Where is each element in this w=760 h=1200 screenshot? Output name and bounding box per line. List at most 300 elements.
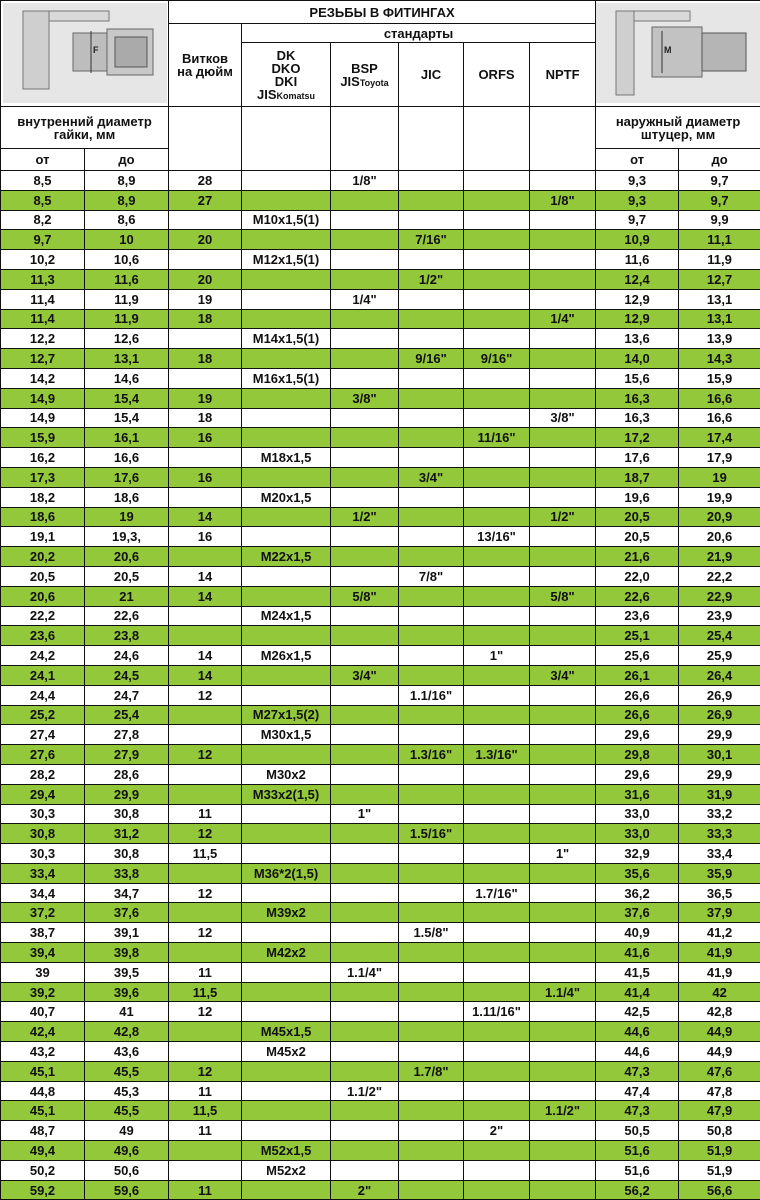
nut-to-cell: 45,5 xyxy=(85,1061,169,1081)
std-jic-cell xyxy=(399,309,464,329)
fitting-from-cell: 33,0 xyxy=(596,804,679,824)
fitting-from-cell: 31,6 xyxy=(596,784,679,804)
nut-to-cell: 12,6 xyxy=(85,329,169,349)
std-nptf-cell xyxy=(530,646,596,666)
std-dk-cell xyxy=(242,824,331,844)
table-row xyxy=(1,190,760,210)
std-jic-cell xyxy=(399,1042,464,1062)
std-dk-cell xyxy=(242,190,331,210)
std-nptf-cell xyxy=(530,606,596,626)
std-dk-header-lower xyxy=(242,107,331,171)
fitting-from-cell: 12,9 xyxy=(596,289,679,309)
nut-to-cell: 8,9 xyxy=(85,171,169,191)
tpi-cell xyxy=(169,487,242,507)
table-row xyxy=(1,349,760,369)
fitting-to-cell: 41,9 xyxy=(679,962,760,982)
tpi-cell: 11 xyxy=(169,962,242,982)
std-bsp-cell xyxy=(331,1002,399,1022)
std-dk-cell xyxy=(242,844,331,864)
std-orfs-cell xyxy=(464,507,530,527)
nut-to-cell: 42,8 xyxy=(85,1022,169,1042)
tpi-cell: 11,5 xyxy=(169,1101,242,1121)
fitting-to-cell: 12,7 xyxy=(679,269,760,289)
std-jic-cell xyxy=(399,764,464,784)
fitting-to-cell: 29,9 xyxy=(679,725,760,745)
nut-to-cell: 49,6 xyxy=(85,1141,169,1161)
std-orfs-cell: 13/16" xyxy=(464,527,530,547)
fitting-from-cell: 16,3 xyxy=(596,408,679,428)
std-nptf-cell xyxy=(530,1042,596,1062)
nut-from-cell: 28,2 xyxy=(1,764,85,784)
std-bsp-cell xyxy=(331,606,399,626)
nut-to-cell: 10 xyxy=(85,230,169,250)
fitting-to-cell: 35,9 xyxy=(679,863,760,883)
nut-to-cell: 25,4 xyxy=(85,705,169,725)
std-bsp-cell xyxy=(331,349,399,369)
std-orfs-cell: 11/16" xyxy=(464,428,530,448)
std-nptf-cell xyxy=(530,527,596,547)
std-dk-cell: M33x2(1,5) xyxy=(242,784,331,804)
table-row xyxy=(1,725,760,745)
std-nptf-cell xyxy=(530,804,596,824)
table-row xyxy=(1,586,760,606)
std-nptf-cell xyxy=(530,923,596,943)
nut-from-cell: 24,1 xyxy=(1,665,85,685)
table-row xyxy=(1,230,760,250)
nut-to-cell: 28,6 xyxy=(85,764,169,784)
std-jic-cell xyxy=(399,705,464,725)
std-nptf-cell xyxy=(530,230,596,250)
std-orfs-cell xyxy=(464,923,530,943)
std-orfs-cell xyxy=(464,1022,530,1042)
std-orfs-cell xyxy=(464,606,530,626)
nut-from-header: от xyxy=(1,149,85,171)
std-orfs-cell xyxy=(464,863,530,883)
nut-to-cell: 24,5 xyxy=(85,665,169,685)
std-nptf-cell xyxy=(530,289,596,309)
std-orfs-cell xyxy=(464,982,530,1002)
std-jic-cell: 1.3/16" xyxy=(399,745,464,765)
std-orfs-cell xyxy=(464,665,530,685)
nut-to-cell: 14,6 xyxy=(85,368,169,388)
fitting-to-cell: 19,9 xyxy=(679,487,760,507)
nut-from-cell: 38,7 xyxy=(1,923,85,943)
table-row xyxy=(1,210,760,230)
std-nptf-cell xyxy=(530,943,596,963)
std-dk-sub: Komatsu xyxy=(276,90,316,101)
nut-from-cell: 33,4 xyxy=(1,863,85,883)
nut-from-cell: 16,2 xyxy=(1,448,85,468)
nut-to-cell: 23,8 xyxy=(85,626,169,646)
fitting-from-cell: 10,9 xyxy=(596,230,679,250)
std-bsp-header xyxy=(331,43,399,107)
fitting-to-cell: 20,6 xyxy=(679,527,760,547)
std-dk-cell xyxy=(242,1101,331,1121)
std-nptf-cell xyxy=(530,1141,596,1161)
std-nptf-cell xyxy=(530,547,596,567)
std-dk-cell: M20x1,5 xyxy=(242,487,331,507)
table-row xyxy=(1,329,760,349)
table-row xyxy=(1,487,760,507)
fitting-to-cell: 15,9 xyxy=(679,368,760,388)
tpi-cell: 12 xyxy=(169,745,242,765)
std-dk-cell xyxy=(242,685,331,705)
std-orfs-cell xyxy=(464,329,530,349)
fitting-to-cell: 11,9 xyxy=(679,250,760,270)
table-row xyxy=(1,388,760,408)
tpi-cell xyxy=(169,250,242,270)
std-bsp-cell xyxy=(331,1160,399,1180)
nut-from-cell: 49,4 xyxy=(1,1141,85,1161)
nut-from-cell: 10,2 xyxy=(1,250,85,270)
nut-to-cell: 34,7 xyxy=(85,883,169,903)
nut-diameter-header-text: внутренний диаметр гайки, мм xyxy=(17,113,152,142)
table-row xyxy=(1,685,760,705)
nut-from-cell: 45,1 xyxy=(1,1101,85,1121)
nut-from-cell: 34,4 xyxy=(1,883,85,903)
std-nptf-cell xyxy=(530,863,596,883)
diagram-letter-m: M xyxy=(664,44,672,55)
std-jic-cell xyxy=(399,646,464,666)
nut-diameter-header xyxy=(1,107,169,149)
std-orfs-cell xyxy=(464,1042,530,1062)
std-orfs-cell xyxy=(464,210,530,230)
fitting-from-cell: 19,6 xyxy=(596,487,679,507)
nut-to-cell: 37,6 xyxy=(85,903,169,923)
std-bsp-cell xyxy=(331,250,399,270)
fitting-from-cell: 11,6 xyxy=(596,250,679,270)
std-dk-cell xyxy=(242,586,331,606)
std-nptf-cell xyxy=(530,171,596,191)
nut-from-cell: 30,3 xyxy=(1,844,85,864)
std-dk-cell xyxy=(242,428,331,448)
std-nptf-cell: 5/8" xyxy=(530,586,596,606)
std-bsp-cell: 1/2" xyxy=(331,507,399,527)
std-dk-cell: M30x2 xyxy=(242,764,331,784)
fitting-from-cell: 41,6 xyxy=(596,943,679,963)
tpi-cell: 27 xyxy=(169,190,242,210)
tpi-cell: 11,5 xyxy=(169,844,242,864)
std-dk-cell xyxy=(242,982,331,1002)
table-row xyxy=(1,428,760,448)
table-row xyxy=(1,547,760,567)
tpi-cell xyxy=(169,547,242,567)
std-jic-header-lower xyxy=(399,107,464,171)
fitting-to-cell: 19 xyxy=(679,467,760,487)
tpi-cell: 14 xyxy=(169,507,242,527)
std-jic-cell xyxy=(399,863,464,883)
nut-to-cell: 39,5 xyxy=(85,962,169,982)
fitting-to-cell: 22,9 xyxy=(679,586,760,606)
std-nptf-cell xyxy=(530,349,596,369)
std-orfs-cell: 1.7/16" xyxy=(464,883,530,903)
fitting-from-cell: 51,6 xyxy=(596,1141,679,1161)
std-nptf-cell: 1/2" xyxy=(530,507,596,527)
std-jic-cell: 7/16" xyxy=(399,230,464,250)
fitting-from-cell: 44,6 xyxy=(596,1042,679,1062)
nut-to-cell: 13,1 xyxy=(85,349,169,369)
fitting-from-cell: 50,5 xyxy=(596,1121,679,1141)
std-orfs-cell xyxy=(464,586,530,606)
nut-to-cell: 11,9 xyxy=(85,289,169,309)
std-bsp-cell xyxy=(331,923,399,943)
std-dk-cell: M45x2 xyxy=(242,1042,331,1062)
table-row xyxy=(1,1180,760,1200)
std-nptf-cell xyxy=(530,448,596,468)
fitting-from-cell: 20,5 xyxy=(596,507,679,527)
nut-to-cell: 19 xyxy=(85,507,169,527)
std-jic-cell xyxy=(399,547,464,567)
std-nptf-cell xyxy=(530,1081,596,1101)
std-jic-cell: 1.1/16" xyxy=(399,685,464,705)
std-jic-cell xyxy=(399,962,464,982)
std-nptf-cell xyxy=(530,210,596,230)
nut-to-cell: 30,8 xyxy=(85,844,169,864)
std-bsp-cell: 3/4" xyxy=(331,665,399,685)
fitting-from-cell: 17,6 xyxy=(596,448,679,468)
table-row xyxy=(1,1042,760,1062)
nut-to-cell: 30,8 xyxy=(85,804,169,824)
tpi-cell xyxy=(169,368,242,388)
nut-to-cell: 31,2 xyxy=(85,824,169,844)
fitting-from-cell: 14,0 xyxy=(596,349,679,369)
std-bsp-cell xyxy=(331,764,399,784)
fitting-from-cell: 42,5 xyxy=(596,1002,679,1022)
tpi-cell: 11 xyxy=(169,804,242,824)
fitting-to-cell: 22,2 xyxy=(679,566,760,586)
table-row xyxy=(1,863,760,883)
tpi-cell xyxy=(169,903,242,923)
table-row xyxy=(1,1022,760,1042)
std-bsp-cell xyxy=(331,329,399,349)
std-orfs-cell xyxy=(464,289,530,309)
std-dk-cell xyxy=(242,507,331,527)
nut-to-cell: 59,6 xyxy=(85,1180,169,1200)
nut-to-cell: 43,6 xyxy=(85,1042,169,1062)
table-row xyxy=(1,824,760,844)
std-bsp-cell xyxy=(331,1022,399,1042)
std-orfs-cell xyxy=(464,1101,530,1121)
table-row xyxy=(1,507,760,527)
nut-to-cell: 16,6 xyxy=(85,448,169,468)
std-jic-cell: 1/2" xyxy=(399,269,464,289)
std-dk-cell xyxy=(242,1180,331,1200)
std-jic-header: JIC xyxy=(399,43,464,107)
std-dk-cell: M52x1,5 xyxy=(242,1141,331,1161)
std-nptf-cell xyxy=(530,1180,596,1200)
std-orfs-cell: 1" xyxy=(464,646,530,666)
std-bsp-cell xyxy=(331,547,399,567)
std-jic-cell xyxy=(399,210,464,230)
nut-caliper-icon xyxy=(3,3,167,103)
nut-to-cell: 8,9 xyxy=(85,190,169,210)
tpi-cell: 14 xyxy=(169,665,242,685)
fitting-to-cell: 44,9 xyxy=(679,1022,760,1042)
table-row xyxy=(1,705,760,725)
std-dk-line4: JIS xyxy=(256,86,277,102)
tpi-cell: 19 xyxy=(169,388,242,408)
std-bsp-cell xyxy=(331,824,399,844)
std-nptf-cell xyxy=(530,685,596,705)
fitting-from-cell: 12,4 xyxy=(596,269,679,289)
std-orfs-cell xyxy=(464,685,530,705)
table-row xyxy=(1,269,760,289)
tpi-cell: 16 xyxy=(169,428,242,448)
fitting-to-cell: 14,3 xyxy=(679,349,760,369)
tpi-cell: 12 xyxy=(169,883,242,903)
std-nptf-cell xyxy=(530,883,596,903)
nut-to-cell: 50,6 xyxy=(85,1160,169,1180)
std-jic-cell xyxy=(399,883,464,903)
std-orfs-cell xyxy=(464,804,530,824)
tpi-cell: 20 xyxy=(169,230,242,250)
fitting-from-cell: 23,6 xyxy=(596,606,679,626)
fitting-from-cell: 9,3 xyxy=(596,190,679,210)
fitting-to-cell: 51,9 xyxy=(679,1160,760,1180)
nut-from-cell: 44,8 xyxy=(1,1081,85,1101)
std-nptf-cell xyxy=(530,962,596,982)
std-orfs-cell xyxy=(464,448,530,468)
tpi-cell: 11 xyxy=(169,1121,242,1141)
tpi-cell: 12 xyxy=(169,1002,242,1022)
nut-from-cell: 14,9 xyxy=(1,408,85,428)
std-jic-cell xyxy=(399,368,464,388)
fitting-from-cell: 17,2 xyxy=(596,428,679,448)
table-row xyxy=(1,527,760,547)
fitting-from-cell: 32,9 xyxy=(596,844,679,864)
std-jic-cell xyxy=(399,428,464,448)
fitting-to-cell: 31,9 xyxy=(679,784,760,804)
nut-from-cell: 39 xyxy=(1,962,85,982)
nut-from-cell: 22,2 xyxy=(1,606,85,626)
std-orfs-cell xyxy=(464,566,530,586)
std-bsp-cell xyxy=(331,863,399,883)
nut-to-cell: 8,6 xyxy=(85,210,169,230)
std-dk-cell xyxy=(242,566,331,586)
fitting-to-cell: 29,9 xyxy=(679,764,760,784)
std-nptf-cell xyxy=(530,329,596,349)
std-bsp-cell xyxy=(331,428,399,448)
table-row xyxy=(1,1121,760,1141)
std-orfs-cell xyxy=(464,764,530,784)
std-dk-cell: M42x2 xyxy=(242,943,331,963)
table-row xyxy=(1,1101,760,1121)
std-nptf-cell xyxy=(530,269,596,289)
std-bsp-line1: BSP xyxy=(351,60,378,76)
fitting-to-cell: 33,4 xyxy=(679,844,760,864)
std-nptf-cell xyxy=(530,725,596,745)
std-jic-cell xyxy=(399,844,464,864)
nut-to-cell: 27,8 xyxy=(85,725,169,745)
standards-header: стандарты xyxy=(242,24,596,43)
std-bsp-cell xyxy=(331,1121,399,1141)
nut-to-cell: 10,6 xyxy=(85,250,169,270)
std-bsp-cell xyxy=(331,943,399,963)
fitting-to-cell: 41,2 xyxy=(679,923,760,943)
fitting-to-cell: 47,8 xyxy=(679,1081,760,1101)
std-orfs-cell xyxy=(464,705,530,725)
std-dk-cell xyxy=(242,230,331,250)
nut-to-cell: 21 xyxy=(85,586,169,606)
tpi-cell: 16 xyxy=(169,467,242,487)
table-row xyxy=(1,626,760,646)
fitting-from-cell: 51,6 xyxy=(596,1160,679,1180)
std-bsp-cell xyxy=(331,527,399,547)
std-nptf-cell xyxy=(530,487,596,507)
std-orfs-cell xyxy=(464,1160,530,1180)
std-nptf-cell: 1/8" xyxy=(530,190,596,210)
nut-from-cell: 39,4 xyxy=(1,943,85,963)
tpi-cell: 20 xyxy=(169,269,242,289)
std-orfs-cell xyxy=(464,1180,530,1200)
nut-to-cell: 15,4 xyxy=(85,408,169,428)
diagram-letter-f: F xyxy=(92,44,98,55)
std-dk-cell xyxy=(242,923,331,943)
std-nptf-cell xyxy=(530,467,596,487)
nut-from-cell: 18,2 xyxy=(1,487,85,507)
nut-from-cell: 39,2 xyxy=(1,982,85,1002)
table-row xyxy=(1,665,760,685)
std-dk-cell: M12x1,5(1) xyxy=(242,250,331,270)
std-dk-cell xyxy=(242,962,331,982)
nut-to-cell: 45,3 xyxy=(85,1081,169,1101)
fitting-to-cell: 42 xyxy=(679,982,760,1002)
std-nptf-cell xyxy=(530,626,596,646)
std-dk-cell xyxy=(242,1121,331,1141)
nut-from-cell: 24,2 xyxy=(1,646,85,666)
std-orfs-cell xyxy=(464,844,530,864)
fitting-to-cell: 41,9 xyxy=(679,943,760,963)
std-bsp-cell xyxy=(331,190,399,210)
std-bsp-cell: 1/8" xyxy=(331,171,399,191)
table-row xyxy=(1,1081,760,1101)
fitting-from-cell: 47,3 xyxy=(596,1061,679,1081)
nut-from-cell: 29,4 xyxy=(1,784,85,804)
fitting-to-cell: 47,9 xyxy=(679,1101,760,1121)
fitting-to-cell: 56,6 xyxy=(679,1180,760,1200)
std-bsp-cell xyxy=(331,467,399,487)
fitting-from-cell: 44,6 xyxy=(596,1022,679,1042)
std-bsp-cell xyxy=(331,230,399,250)
std-dk-cell xyxy=(242,1002,331,1022)
std-orfs-cell xyxy=(464,725,530,745)
nut-to-cell: 18,6 xyxy=(85,487,169,507)
table-row xyxy=(1,923,760,943)
tpi-cell xyxy=(169,764,242,784)
nut-from-cell: 11,3 xyxy=(1,269,85,289)
nut-to-cell: 33,8 xyxy=(85,863,169,883)
std-nptf-cell xyxy=(530,764,596,784)
std-dk-cell: M18x1,5 xyxy=(242,448,331,468)
std-orfs-cell xyxy=(464,626,530,646)
std-nptf-cell: 1/4" xyxy=(530,309,596,329)
std-nptf-cell xyxy=(530,824,596,844)
std-jic-cell xyxy=(399,982,464,1002)
std-orfs-cell: 1.3/16" xyxy=(464,745,530,765)
std-jic-cell xyxy=(399,1160,464,1180)
std-jic-cell xyxy=(399,1101,464,1121)
tpi-cell: 14 xyxy=(169,586,242,606)
nut-from-cell: 42,4 xyxy=(1,1022,85,1042)
std-dk-header xyxy=(242,43,331,107)
nut-from-cell: 8,5 xyxy=(1,190,85,210)
tpi-cell: 18 xyxy=(169,408,242,428)
fitting-to-cell: 16,6 xyxy=(679,408,760,428)
std-jic-cell: 1.5/16" xyxy=(399,824,464,844)
std-bsp-cell: 1" xyxy=(331,804,399,824)
std-jic-cell xyxy=(399,1002,464,1022)
tpi-cell xyxy=(169,448,242,468)
